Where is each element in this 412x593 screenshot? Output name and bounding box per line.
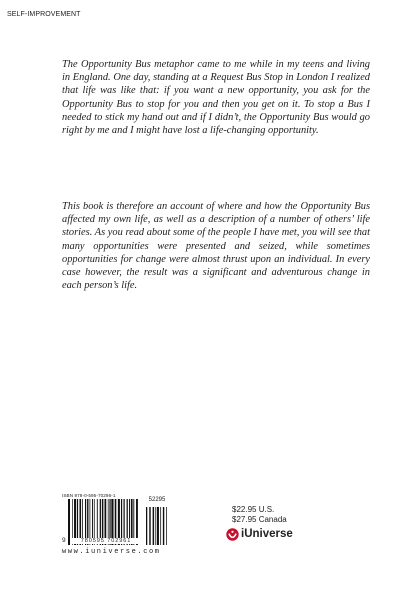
- barcode-bars: [62, 499, 170, 545]
- barcode-digits: 780595 702961: [71, 538, 141, 544]
- barcode-addon-icon: [146, 507, 168, 545]
- publisher-name: iUniverse: [241, 528, 293, 540]
- blurb-paragraph-2: This book is therefore an account of where and how the Opportunity Bus affected my own life, as well as a description of a number of others’ life stories. As you read about some of the people I have met, you will see that many opportunities were presented and seized, while sometimes opportunities for change were almost thrust upon an individual. In every case however, the result was a significant and adventurous change in each person’s life.: [62, 201, 370, 292]
- isbn-text: ISBN 978-0-595-70296-1: [62, 493, 116, 498]
- iuniverse-logo-icon: [226, 528, 239, 541]
- price-us: $22.95 U.S.: [232, 505, 275, 514]
- price-canada: $27.95 Canada: [232, 515, 287, 524]
- barcode-first-digit: 9: [62, 537, 66, 544]
- barcode-block: [62, 493, 170, 556]
- website-url: www.iuniverse.com: [62, 548, 161, 556]
- barcode-addon-digits: 52295: [148, 497, 166, 503]
- category-label: SELF-IMPROVEMENT: [7, 11, 81, 18]
- blurb-paragraph-1: The Opportunity Bus metaphor came to me while in my teens and living in England. One day, standing at a Request Bus Stop in London I realized that life was like that: if you want a new opportunity, you ask for the Opportunity Bus to stop for you and then you get on it. To stop a Bus I needed to stick my hand out and if I didn’t, the Opportunity Bus would go right by me and I might have lost a life-changing opportunity.: [62, 59, 370, 137]
